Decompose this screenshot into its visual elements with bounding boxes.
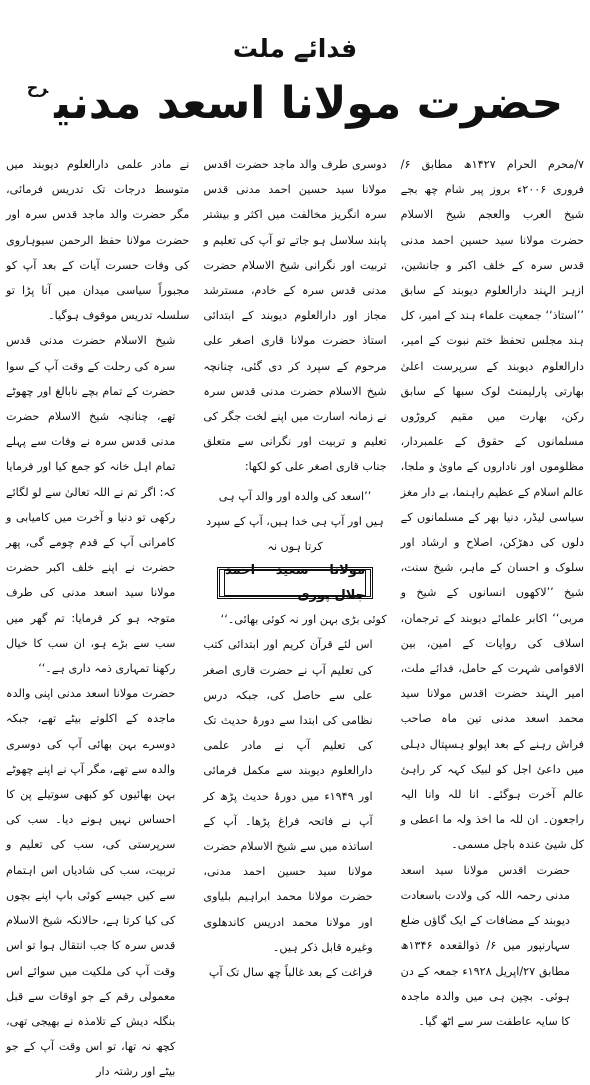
article-title-wrap [0, 72, 590, 136]
article-kicker: فدائے ملت [232, 34, 358, 63]
paragraph: ۷/محرم الحرام ۱۴۲۷ھ مطابق ۶/فروری ۲۰۰۶ء بروز پیر شام چھ بجے شیخ العرب والعجم شیخ الاسلام حضرت مولانا سید حسین احمد مدنی قدس سرہ کے خلف اکبر و جانشین، ازہر الہند دارالعلوم دیوبند کے سابق ’’استاذ‘‘ جمعیت علماء ہند کے امیر، کل ہند مجلس تحفظ ختم نبوت کے امیر، دارالعلوم دیوبند کے سرپرست اعلیٰ بھارتی پارلیمنٹ لوک سبھا کے سابق رکن، بھارت میں مقیم کروڑوں مسلمانوں کے حقوق کے علمبردار، مظلوموں اور ناداروں کے ماویٰ و ملجا، عالم اسلام کے عظیم راہنما، بے دار مغز سیاسی لیڈر، دنیا بھر کے مسلمانوں کے دلوں کی دھڑکن، اصلاح و ارشاد اور سلوک و احسان کے ماہر، شیخ سنت، شیخ ’’لاکھوں انسانوں کے شیخ و مربی‘‘ اکابر علمائے دیوبند کے ترجمان، اسلاف کی روایات کے امین، بین الاقوامی شہرت کے حامل، فدائے ملت، امیر الہند حضرت اقدس مولانا سید محمد اسعد مدنی تین ماہ صاحب فراش رہنے کے بعد اپولو ہسپتال دہلی میں داعیٔ اجل کو لبیک کہہ کر راہیٔ عالم آخرت ہوگئے۔ انا للہ وانا الیہ راجعون۔ ان للہ ما اخذ ولہ ما اعطی و کل شیئ عندہ باجل مسمی۔ [400, 158, 584, 852]
author-byline-box [217, 563, 373, 604]
paragraph: نے مادر علمی دارالعلوم دیوبند میں متوسط درجات تک تدریس فرمائی، مگر حضرت والد ماجد قدس سرہ اور حضرت مولانا حفظ الرحمن سیوہاروی کی وفات حسرت آیات کے بعد آپ کو مجبوراً سیاسی میدان میں آنا پڑا تو سلسلہ تدریس موقوف ہوگیا۔ [6, 158, 190, 323]
paragraph: فراغت کے بعد غالباً چھ سال تک آپ [208, 966, 373, 980]
paragraph: دوسری طرف والد ماجد حضرت اقدس مولانا سید حسین احمد مدنی قدس سرہ انگریز مخالفت میں اکثر و بیشتر پابند سلاسل ہو جاتے تو آپ کی تعلیم و تربیت اور نگرانی شیخ الاسلام حضرت مدنی قدس سرہ کے خادم، مسترشد مجاز اور دارالعلوم دیوبند کے ابتدائی استاذ حضرت مولانا قاری اصغر علی مرحوم کے سپرد کر دی گئی، چنانچہ شیخ الاسلام حضرت مدنی قدس سرہ نے زمانہ اسارت میں اپنے لخت جگر کی تعلیم و تربیت اور نگرانی سے متعلق جناب قاری اصغر علی کو لکھا: [203, 158, 387, 474]
article-columns [6, 152, 584, 1079]
quote-line: ہیں اور آپ ہی خدا ہیں، آپ کے سپرد کرتا ہوں نہ [206, 514, 384, 554]
paragraph: کوئی بڑی بہن اور نہ کوئی بھائی۔‘‘ [220, 613, 387, 627]
paragraph: حضرت اقدس مولانا سید اسعد مدنی رحمہ اللہ کی ولادت باسعادت دیوبند کے مضافات کے ایک گاؤں ضلع سہارنپور میں ۶/ ذوالقعدہ ۱۳۴۶ھ مطابق ۲۷/اپریل ۱۹۲۸ء جمعہ کے دن ہوئی۔ بچپن ہی میں والدہ ماجدہ کا سایہ عاطفت سر سے اٹھ گیا۔ [400, 863, 570, 1028]
quoted-letter [203, 484, 386, 560]
quote-line: ’’اسعد کی والدہ اور والد آپ ہی [218, 489, 372, 503]
paragraph: اس لئے قرآن کریم اور ابتدائی کتب کی تعلیم آپ نے حضرت قاری اصغر علی سے حاصل کی، جبکہ درس نظامی کی ابتدا سے دورۂ حدیث تک کی تعلیم آپ نے مادر علمی دارالعلوم دیوبند سے مکمل فرمائی اور ۱۹۴۹ء میں دورۂ حدیث پڑھ کر آپ نے فاتحہ فراغ پڑھا۔ آپ کے اساتذہ میں سے شیخ الاسلام حضرت مولانا سید حسین احمد مدنی، حضرت مولانا محمد ابراہیم بلیاوی اور مولانا محمد ادریس کاندھلوی وغیرہ قابل ذکر ہیں۔ [203, 638, 373, 954]
title-honorific: رح [26, 78, 49, 97]
column-right [400, 152, 584, 1028]
paragraph: حضرت مولانا اسعد مدنی اپنی والدہ ماجدہ کے اکلوتے بیٹے تھے، جبکہ دوسرے بہن بھائی آپ کی دوسری والدہ سے تھے، مگر آپ نے اپنے چھوٹے بہن بھائیوں کو کبھی سوتیلے پن کا احساس نہیں ہونے دیا۔ سب کی سرپرستی کی، سب کی تعلیم و تربیت، سب کی شادیاں اس اہتمام سے کیں جیسے کوئی باپ اپنے بچوں کی کیا کرتا ہے، حالانکہ شیخ الاسلام قدس سرہ کا جب انتقال ہوا تو اس وقت آپ کی ملکیت میں سوائے اس معمولی رقم کے جو اوقات سے قبل بنگلہ دیش کے تلامذہ نے بھیجی تھی، کچھ نہ تھا، تو اس وقت آپ کے جو بیٹے اور رشتہ دار [6, 687, 176, 1079]
column-left [6, 152, 190, 1079]
article-title: حضرت مولانا اسعد مدنی [54, 78, 564, 129]
paragraph: شیخ الاسلام حضرت مدنی قدس سرہ کی رحلت کے وقت آپ کے سوا حضرت کے تمام بچے نابالغ اور چھوٹے تھے، چنانچہ شیخ الاسلام حضرت مدنی قدس سرہ نے وفات سے پہلے تمام اہل خانہ کو جمع کیا اور فرمایا کہ: اگر تم نے اللہ تعالیٰ سے لو لگائے رکھی تو دنیا و آخرت میں کامیابی و کامرانی آپ کے قدم چومے گی، پھر حضرت نے اپنے خلف اکبر حضرت مولانا سید اسعد مدنی کی طرف متوجہ ہو کر فرمایا: تم گھر میں سب سے بڑے ہو، ان سب کا خیال رکھنا تمہاری ذمہ داری ہے۔‘‘ [6, 334, 176, 676]
column-middle [203, 152, 387, 980]
author-byline: مولانا سعید احمد جلال پوری [225, 563, 366, 604]
